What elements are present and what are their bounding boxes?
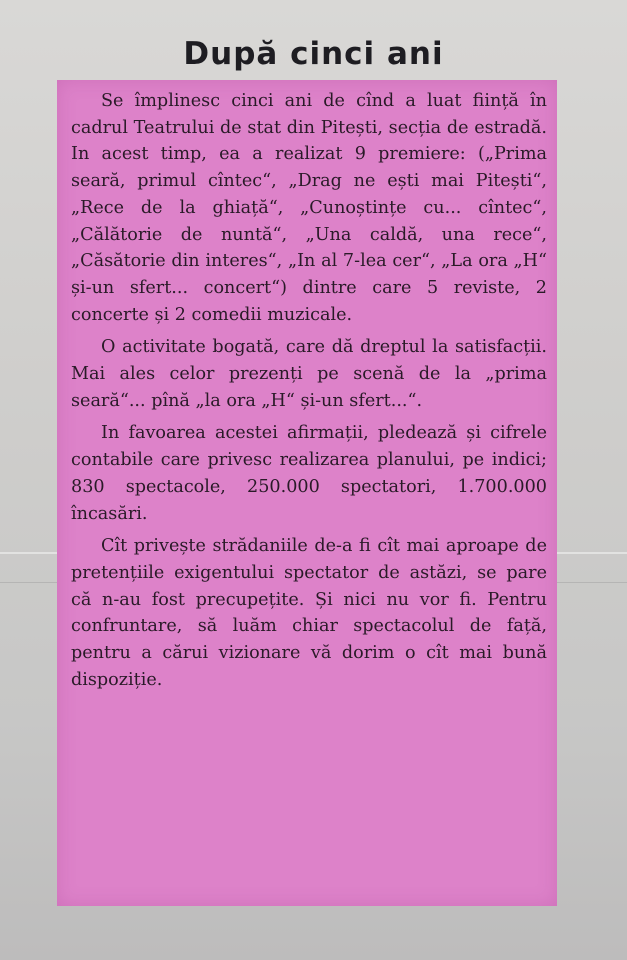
paragraph-3: In favoarea acestei afirmații, pledează și cifrele contabile care privesc realizarea planului, pe indici; 830 spectacole, 250.000 spectatori, 1.700.000 încasări. bbox=[71, 423, 547, 524]
article-body bbox=[71, 88, 547, 699]
paragraph-2: O activitate bogată, care dă dreptul la satisfacții. Mai ales celor prezenți pe scenă de la „prima seară“... pînă „la ora „H“ și-un sfert...“. bbox=[71, 337, 547, 411]
paragraph-4: Cît privește strădaniile de-a fi cît mai aproape de pretențiile exigentului spectator de astăzi, se pare că n-au fost precupețite. Și nici nu vor fi. Pentru confruntare, să luăm chiar spectacolul de față, pentru a cărui vizionare vă dorim o cît mai bună dispoziție. bbox=[71, 536, 547, 690]
article-box bbox=[57, 80, 557, 906]
article-title: După cinci ani bbox=[183, 36, 444, 72]
paragraph-1: Se împlinesc cinci ani de cînd a luat ființă în cadrul Teatrului de stat din Pitești, secția de estradă. In acest timp, ea a realizat 9 premiere: („Prima seară, primul cîntec“, „Drag ne ești mai Pitești“, „Rece de la ghiață“, „Cunoștințe cu... cîntec“, „Călătorie de nuntă“, „Una caldă, una rece“, „Căsătorie din interes“, „In al 7-lea cer“, „La ora „H“ și-un sfert... concert“) dintre care 5 reviste, 2 concerte și 2 comedii muzicale. bbox=[71, 91, 547, 325]
